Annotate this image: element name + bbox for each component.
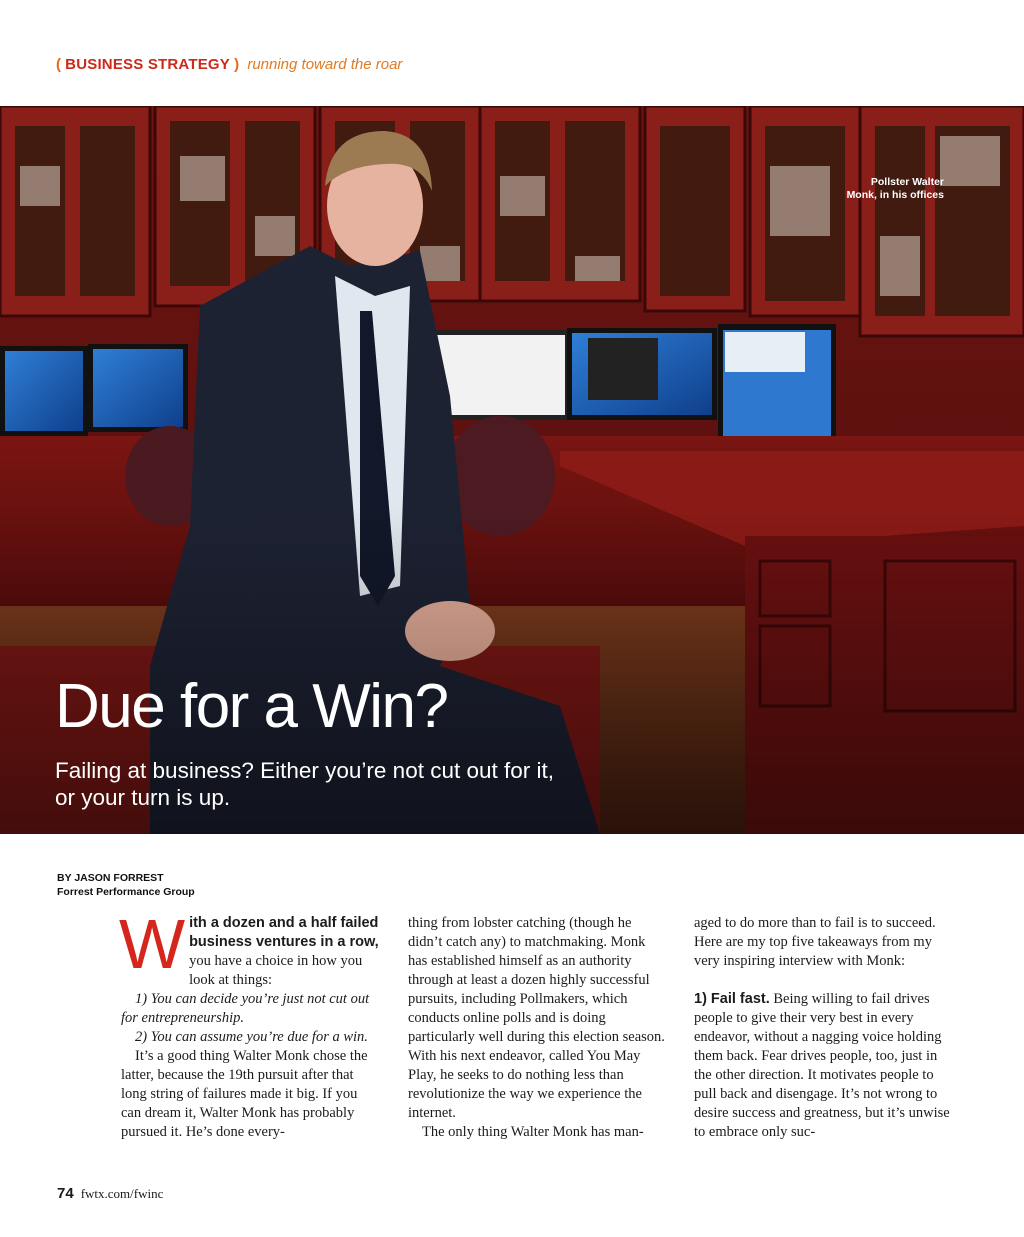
tip-label: 1) Fail fast. [694, 991, 770, 1007]
section-tagline: running toward the roar [247, 56, 403, 73]
article-headline: Due for a Win? [55, 672, 448, 741]
hero-photo [0, 106, 1024, 834]
page-folio [57, 1185, 163, 1203]
lead-text: you have a choice in how you look at things: [189, 953, 363, 988]
body-paragraph: It’s a good thing Walter Monk chose the latter, because the 19th pursuit after that long string of failures made it big. If you can dream it, Walter Monk has probably pursued it. He’s done every- [121, 1048, 368, 1140]
article-column-2 [408, 914, 668, 1142]
subhead-line1: Failing at business? Either you’re not cut out for it, [55, 758, 555, 783]
option-two: 2) You can assume you’re due for a win. [135, 1029, 368, 1045]
article-column-1 [119, 905, 381, 1142]
byline-author: BY JASON FORREST [57, 872, 164, 884]
tip-paragraph [694, 990, 954, 1142]
tip-text: Being willing to fail drives people to give their very best in every endeavor, without a nagging voice holding them back. Fear drives people, too, just in the other direction. It motivates people to pull back and disengage. It’s not wrong to desire success and greatness, but it’s unwise to embrace only suc- [694, 991, 950, 1140]
body-paragraph: thing from lobster catching (though he didn’t catch any) to matchmaking. Monk has established himself as an authority through at least a dozen highly successful pursuits, including Pollmakers, which conducts online polls and is doing particularly well during this election season. With his next endeavor, called You May Play, he seeks to do nothing less than revolutionize the way we experience the internet. [408, 915, 665, 1121]
byline [57, 871, 195, 899]
option-one: 1) You can decide you’re just not cut out for entrepreneurship. [121, 991, 370, 1026]
body-paragraph: The only thing Walter Monk has man- [422, 1124, 644, 1140]
byline-org: Forrest Performance Group [57, 886, 195, 898]
lead-bold-text: ith a dozen and a half failed business ventures in a row, [189, 915, 379, 950]
article-subhead [55, 757, 615, 811]
photo-caption-line2: Monk, in his offices [846, 189, 944, 201]
kicker-open-paren: ( [56, 56, 61, 73]
article-column-3 [694, 914, 954, 1142]
page-number: 74 [57, 1185, 74, 1202]
photo-caption-line1: Pollster Walter [870, 176, 944, 188]
section-kicker [56, 56, 402, 73]
subhead-line2: or your turn is up. [55, 785, 231, 810]
body-paragraph: aged to do more than to fail is to succeed. Here are my top five takeaways from my very inspiring interview with Monk: [694, 915, 936, 969]
section-label: BUSINESS STRATEGY [65, 56, 230, 73]
drop-cap: W [119, 905, 186, 983]
photo-caption [824, 176, 944, 202]
lead-paragraph [119, 905, 381, 990]
site-url: fwtx.com/fwinc [80, 1186, 164, 1201]
kicker-close-paren: ) [234, 56, 240, 73]
